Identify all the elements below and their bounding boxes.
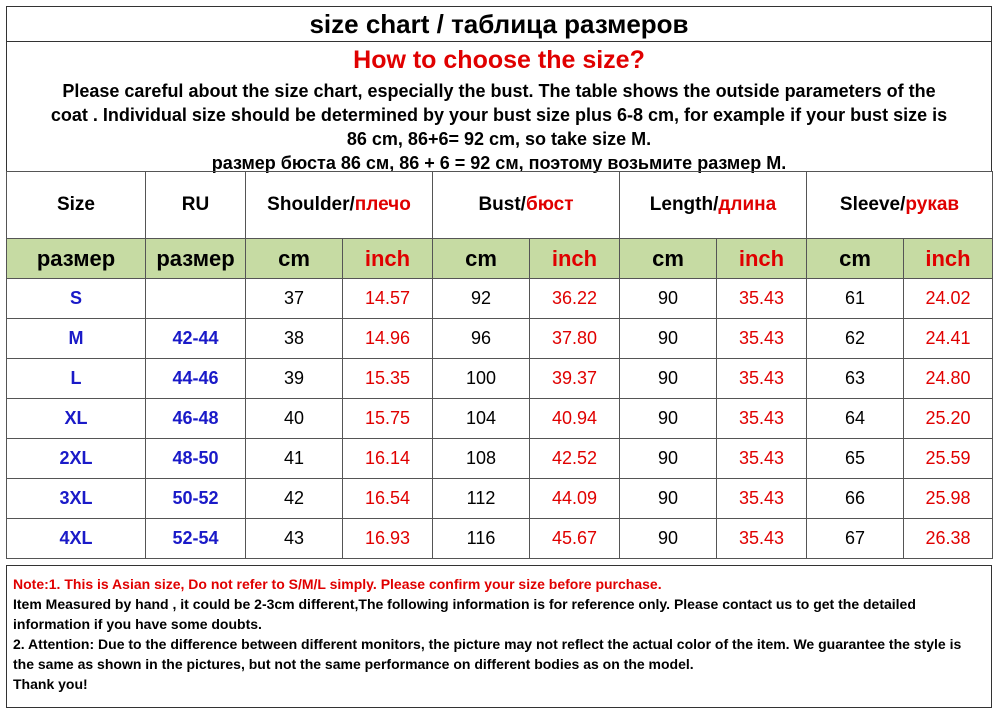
header-bust-ru: бюст [525, 194, 574, 215]
cell-sleeve-in: 25.98 [904, 479, 993, 519]
table-body [7, 279, 993, 559]
cell-length-in: 35.43 [717, 399, 807, 439]
cell-size: L [7, 359, 146, 399]
cell-length-cm: 90 [620, 439, 717, 479]
cell-shoulder-cm: 38 [246, 319, 343, 359]
cell-ru [146, 279, 246, 319]
header-sleeve [807, 172, 993, 239]
cell-ru: 48-50 [146, 439, 246, 479]
header-length-ru: длина [718, 194, 777, 215]
cell-bust-in: 40.94 [530, 399, 620, 439]
cell-sleeve-in: 24.02 [904, 279, 993, 319]
cell-shoulder-in: 16.54 [343, 479, 433, 519]
cell-bust-cm: 104 [433, 399, 530, 439]
subtitle: How to choose the size? [353, 46, 645, 74]
unit-inch: inch [343, 239, 433, 279]
cell-size: XL [7, 399, 146, 439]
unit-inch: inch [717, 239, 807, 279]
cell-sleeve-cm: 61 [807, 279, 904, 319]
unit-inch: inch [530, 239, 620, 279]
table-row [7, 359, 993, 399]
cell-bust-cm: 92 [433, 279, 530, 319]
cell-size: 2XL [7, 439, 146, 479]
note-line: Note:1. This is Asian size, Do not refer to S/M/L simply. Please confirm your size before purchase. [13, 576, 662, 592]
unit-cm: cm [433, 239, 530, 279]
intro-line: coat . Individual size should be determined by your bust size plus 6-8 cm, for example if your bust size is [50, 105, 948, 125]
cell-bust-in: 45.67 [530, 519, 620, 559]
cell-bust-in: 44.09 [530, 479, 620, 519]
cell-length-cm: 90 [620, 479, 717, 519]
table-row [7, 319, 993, 359]
cell-bust-in: 37.80 [530, 319, 620, 359]
cell-sleeve-cm: 63 [807, 359, 904, 399]
cell-shoulder-in: 16.93 [343, 519, 433, 559]
cell-sleeve-in: 24.80 [904, 359, 993, 399]
cell-ru: 44-46 [146, 359, 246, 399]
cell-sleeve-in: 26.38 [904, 519, 993, 559]
cell-size: 3XL [7, 479, 146, 519]
cell-length-in: 35.43 [717, 279, 807, 319]
table-row [7, 479, 993, 519]
cell-shoulder-cm: 42 [246, 479, 343, 519]
unit-row [7, 239, 993, 279]
header-row [7, 172, 993, 239]
cell-shoulder-cm: 37 [246, 279, 343, 319]
cell-length-cm: 90 [620, 399, 717, 439]
cell-bust-cm: 108 [433, 439, 530, 479]
cell-sleeve-in: 25.59 [904, 439, 993, 479]
cell-length-in: 35.43 [717, 439, 807, 479]
intro-line: 86 cm, 86+6= 92 cm, so take size M. [346, 129, 652, 149]
cell-ru: 42-44 [146, 319, 246, 359]
cell-shoulder-in: 14.57 [343, 279, 433, 319]
table-row [7, 519, 993, 559]
cell-sleeve-cm: 65 [807, 439, 904, 479]
header-shoulder-ru: плечо [354, 194, 411, 215]
cell-shoulder-in: 14.96 [343, 319, 433, 359]
cell-length-cm: 90 [620, 519, 717, 559]
cell-length-cm: 90 [620, 359, 717, 399]
cell-shoulder-cm: 40 [246, 399, 343, 439]
cell-shoulder-in: 16.14 [343, 439, 433, 479]
cell-length-in: 35.43 [717, 519, 807, 559]
header-sleeve-en: Sleeve/ [839, 194, 906, 215]
header-bust-en: Bust/ [478, 194, 526, 215]
cell-shoulder-cm: 41 [246, 439, 343, 479]
unit-inch: inch [904, 239, 993, 279]
unit-size: размер [7, 239, 146, 279]
cell-size: S [7, 279, 146, 319]
cell-ru: 46-48 [146, 399, 246, 439]
cell-bust-cm: 96 [433, 319, 530, 359]
cell-length-in: 35.43 [717, 319, 807, 359]
cell-sleeve-in: 25.20 [904, 399, 993, 439]
cell-shoulder-cm: 43 [246, 519, 343, 559]
note-line: Item Measured by hand , it could be 2-3cm different,The following information is for reference only. Please contact us to get the detailed information if you have some doubts. [13, 596, 916, 632]
cell-sleeve-in: 24.41 [904, 319, 993, 359]
cell-sleeve-cm: 62 [807, 319, 904, 359]
header-length [620, 172, 807, 239]
intro-line: Please careful about the size chart, especially the bust. The table shows the outside parameters of the [62, 81, 936, 101]
header-shoulder [246, 172, 433, 239]
page-title: size chart / таблица размеров [6, 6, 992, 42]
cell-length-cm: 90 [620, 279, 717, 319]
note-line: Thank you! [13, 676, 88, 692]
cell-sleeve-cm: 64 [807, 399, 904, 439]
size-table [6, 171, 993, 559]
cell-length-in: 35.43 [717, 359, 807, 399]
cell-length-cm: 90 [620, 319, 717, 359]
cell-shoulder-cm: 39 [246, 359, 343, 399]
cell-bust-cm: 116 [433, 519, 530, 559]
header-shoulder-en: Shoulder/ [267, 194, 355, 215]
unit-cm: cm [246, 239, 343, 279]
cell-sleeve-cm: 66 [807, 479, 904, 519]
header-sleeve-ru: рукав [905, 194, 960, 215]
table-row [7, 439, 993, 479]
cell-size: M [7, 319, 146, 359]
table-row [7, 399, 993, 439]
cell-bust-cm: 100 [433, 359, 530, 399]
intro-text [13, 79, 985, 175]
cell-bust-in: 42.52 [530, 439, 620, 479]
unit-cm: cm [620, 239, 717, 279]
cell-ru: 52-54 [146, 519, 246, 559]
intro-line: размер бюста 86 см, 86 + 6 = 92 см, поэтому возьмите размер M. [211, 153, 787, 173]
cell-ru: 50-52 [146, 479, 246, 519]
cell-sleeve-cm: 67 [807, 519, 904, 559]
cell-bust-cm: 112 [433, 479, 530, 519]
intro-section [6, 41, 992, 172]
unit-ru: размер [146, 239, 246, 279]
header-length-en: Length/ [649, 194, 719, 215]
header-size: Size [7, 172, 146, 239]
note-line: 2. Attention: Due to the difference between different monitors, the picture may not reflect the actual color of the item. We guarantee the style is the same as shown in the pictures, but not the same performance on different bodies as on the model. [13, 636, 962, 672]
table-row [7, 279, 993, 319]
cell-length-in: 35.43 [717, 479, 807, 519]
cell-shoulder-in: 15.35 [343, 359, 433, 399]
cell-size: 4XL [7, 519, 146, 559]
unit-cm: cm [807, 239, 904, 279]
notes-section [6, 565, 992, 708]
cell-shoulder-in: 15.75 [343, 399, 433, 439]
cell-bust-in: 39.37 [530, 359, 620, 399]
header-bust [433, 172, 620, 239]
header-ru: RU [146, 172, 246, 239]
cell-bust-in: 36.22 [530, 279, 620, 319]
